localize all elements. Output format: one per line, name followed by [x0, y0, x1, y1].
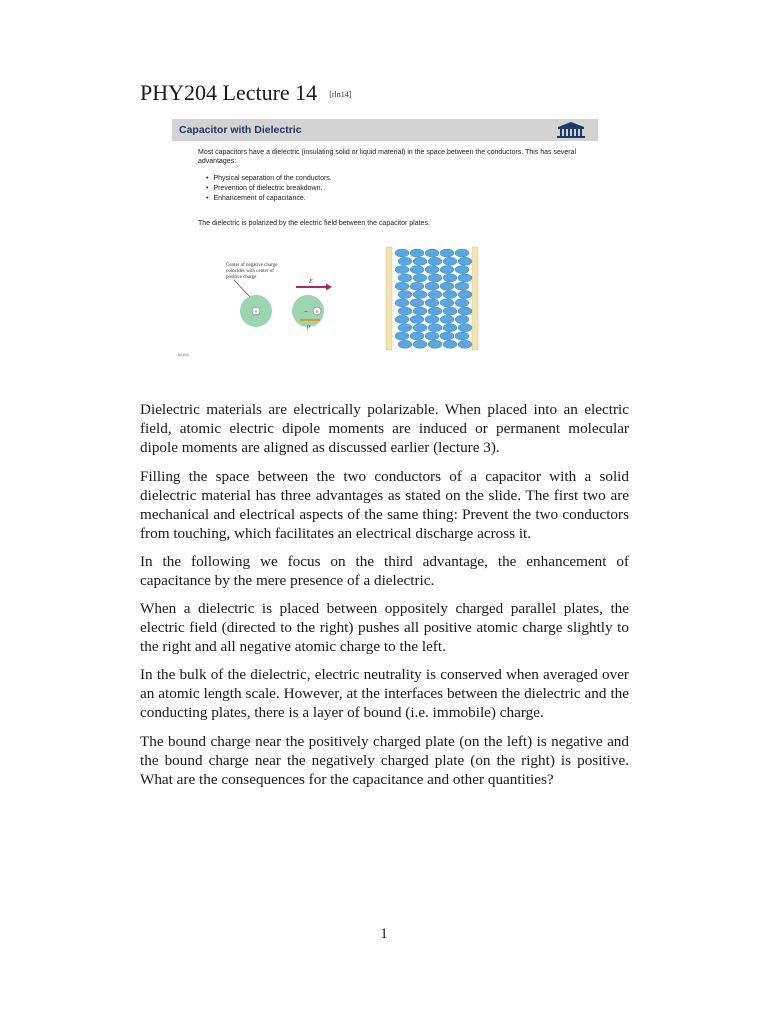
paragraph: The bound charge near the positively charged plate (on the left) is negative and the bound charge near the negatively charged plate (on the right) is positive. What are the consequences for the capacitance and other quantities?	[140, 733, 629, 788]
molecule	[428, 274, 442, 282]
lecture-tag: [rln14]	[329, 90, 352, 100]
molecule	[410, 299, 424, 307]
molecule	[455, 266, 469, 274]
molecule	[443, 340, 457, 348]
molecule	[410, 249, 424, 257]
molecule	[395, 299, 409, 307]
right-plate	[472, 247, 478, 350]
molecule	[458, 257, 472, 265]
svg-text:−: −	[303, 309, 309, 315]
slide-title-bar	[172, 119, 598, 141]
molecule-grid	[395, 249, 472, 348]
molecule	[455, 299, 469, 307]
molecule	[443, 274, 457, 282]
molecule	[455, 282, 469, 290]
molecule	[443, 324, 457, 332]
molecule	[413, 274, 427, 282]
atom-label-line: positive charge	[226, 275, 257, 280]
dielectric-figure	[172, 244, 598, 354]
molecule	[413, 291, 427, 299]
molecule	[395, 266, 409, 274]
paragraph: Dielectric materials are electrically polarizable. When placed into an electric field, atomic electric dipole moments are induced or permanent molecular dipole moments are aligned as discussed earlier (lecture 3).	[140, 401, 629, 456]
university-building-icon	[554, 121, 588, 139]
molecule	[395, 249, 409, 257]
molecule	[440, 249, 454, 257]
molecule	[428, 307, 442, 315]
molecule	[428, 257, 442, 265]
atom-label	[226, 263, 278, 280]
molecule	[455, 332, 469, 340]
molecule	[440, 315, 454, 323]
molecule	[455, 315, 469, 323]
molecule	[443, 257, 457, 265]
molecule	[410, 315, 424, 323]
molecule	[398, 307, 412, 315]
molecule	[440, 299, 454, 307]
molecule	[425, 332, 439, 340]
svg-text:+: +	[314, 309, 320, 315]
molecule	[443, 307, 457, 315]
paragraph: In the bulk of the dielectric, electric neutrality is conserved when averaged over an atomic length scale. However, at the interfaces between the dielectric and the conducting plates, there is a layer of bound (i.e. immobile) charge.	[140, 666, 629, 721]
lecture-title	[140, 80, 351, 106]
molecule	[413, 340, 427, 348]
polarization-text: The dielectric is polarized by the electric field between the capacitor plates.	[198, 220, 430, 227]
atom-label-line: coincides with center of	[226, 269, 274, 274]
slide-title: Capacitor with Dielectric	[179, 124, 302, 136]
paragraph: In the following we focus on the third advantage, the enhancement of capacitance by the mere presence of a dielectric.	[140, 553, 629, 589]
molecule	[458, 291, 472, 299]
molecule	[398, 274, 412, 282]
molecule	[458, 340, 472, 348]
field-label: E	[309, 279, 313, 285]
molecule	[425, 282, 439, 290]
slide-credit: tsl104	[178, 352, 189, 357]
molecule	[458, 324, 472, 332]
molecule	[398, 291, 412, 299]
molecule	[425, 315, 439, 323]
slide-intro: Most capacitors have a dielectric (insulating solid or liquid material) in the space between the conductors. This has several advantages:	[198, 149, 577, 165]
dipole-label: p	[307, 324, 310, 330]
molecule	[440, 332, 454, 340]
molecule	[440, 282, 454, 290]
molecule	[428, 291, 442, 299]
molecule	[395, 332, 409, 340]
molecule	[413, 257, 427, 265]
molecule	[398, 324, 412, 332]
molecule	[410, 266, 424, 274]
paragraph: When a dielectric is placed between oppositely charged parallel plates, the electric field (directed to the right) pushes all positive atomic charge slightly to the right and all negative atomic charge to the left.	[140, 600, 629, 655]
molecule	[398, 257, 412, 265]
molecule	[425, 249, 439, 257]
molecule	[395, 315, 409, 323]
molecule	[440, 266, 454, 274]
molecule	[395, 282, 409, 290]
molecule	[413, 307, 427, 315]
molecule	[428, 340, 442, 348]
list-item: • Enhancement of capacitance.	[198, 194, 332, 204]
molecule	[410, 332, 424, 340]
page-number: 1	[380, 926, 388, 942]
molecule	[458, 274, 472, 282]
molecule	[413, 324, 427, 332]
list-item: • Physical separation of the conductors.	[198, 174, 332, 184]
list-item: • Prevention of dielectric breakdown.	[198, 184, 332, 194]
svg-text:+: +	[253, 309, 259, 315]
left-plate	[386, 247, 392, 350]
molecule	[458, 307, 472, 315]
molecule	[455, 249, 469, 257]
molecule	[428, 324, 442, 332]
molecule	[443, 291, 457, 299]
molecule	[425, 266, 439, 274]
molecule	[398, 340, 412, 348]
molecule	[410, 282, 424, 290]
lecture-title-text: PHY204 Lecture 14	[140, 80, 318, 105]
molecule	[425, 299, 439, 307]
atom-label-line: Center of negative charge	[226, 263, 278, 268]
paragraph: Filling the space between the two conductors of a capacitor with a solid dielectric material has three advantages as stated on the slide. The first two are mechanical and electrical aspects of the same thing: Prevent the two conductors from touching, which facilitates an electrical discharge across it.	[140, 468, 629, 542]
slide-image	[172, 119, 598, 364]
advantages-list	[198, 174, 332, 204]
